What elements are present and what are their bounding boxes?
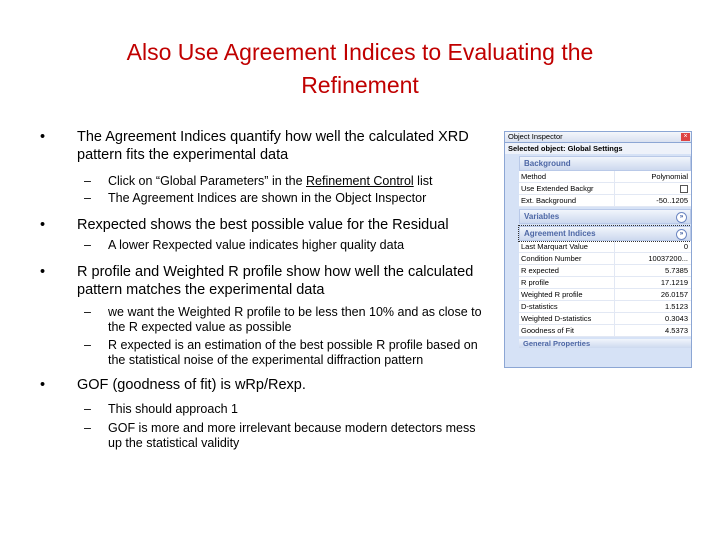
property-key: Weighted R profile	[519, 289, 615, 300]
property-value: 0.3043	[665, 314, 688, 323]
property-key: R profile	[519, 277, 615, 288]
property-value[interactable]	[615, 183, 691, 194]
sub-bullet-dash: –	[84, 305, 91, 319]
property-key: R expected	[519, 265, 615, 276]
sub-bullet-text: GOF is more and more irrelevant because modern detectors mess up the statistical validity	[108, 421, 476, 450]
group-variables-label: Variables	[524, 212, 560, 221]
property-row[interactable]	[519, 183, 691, 195]
sub-bullet-text: R expected is an estimation of the best possible R profile based on the statistical noise of the experimental diffraction pattern	[108, 338, 478, 367]
property-row[interactable]	[519, 325, 691, 337]
object-inspector-title: Object Inspector	[508, 132, 563, 141]
sub-bullet-text: The Agreement Indices are shown in the Object Inspector	[108, 191, 427, 205]
property-row[interactable]	[519, 241, 691, 253]
bullet-item	[40, 376, 492, 394]
chevron-up-icon[interactable]: »	[676, 229, 687, 240]
bullet-dot: •	[40, 129, 46, 145]
property-key: Condition Number	[519, 253, 615, 264]
slide-title-line-2: Refinement	[301, 72, 419, 98]
bullet-text: Rexpected shows the best possible value for the Residual	[77, 217, 449, 233]
bullet-text: R profile and Weighted R profile show how well the calculated pattern matches the experimental data	[77, 264, 474, 298]
property-key: Use Extended Backgr	[519, 183, 615, 194]
group-background-label: Background	[524, 159, 571, 168]
property-key: Goodness of Fit	[519, 325, 615, 336]
property-key: Method	[519, 171, 615, 182]
bullet-list	[40, 128, 492, 451]
sub-bullet-dash: –	[84, 238, 91, 252]
property-value: 5.7385	[665, 266, 688, 275]
sub-bullet-item	[40, 402, 492, 417]
property-value: 10037200...	[648, 254, 688, 263]
sub-bullet-text-end: list	[413, 174, 433, 188]
bullet-dot: •	[40, 217, 46, 233]
group-variables[interactable]	[519, 209, 691, 224]
group-background[interactable]	[519, 156, 691, 171]
sub-bullet-item	[40, 338, 492, 368]
bullet-text: The Agreement Indices quantify how well the calculated XRD pattern fits the experimental data	[77, 129, 469, 163]
property-value: 1.5123	[665, 302, 688, 311]
property-value: 4.5373	[665, 326, 688, 335]
property-value[interactable]: -50..1205	[656, 196, 688, 205]
refinement-control-link[interactable]: Refinement Control	[306, 174, 414, 188]
slide-title	[40, 36, 680, 102]
property-key: Weighted D-statistics	[519, 313, 615, 324]
sub-bullet-text: This should approach 1	[108, 402, 238, 416]
bullet-item	[40, 128, 492, 164]
sub-bullet-dash: –	[84, 174, 91, 188]
sub-bullet-dash: –	[84, 421, 91, 435]
property-row[interactable]	[519, 195, 691, 207]
checkbox-icon[interactable]	[680, 185, 688, 193]
bullet-item	[40, 216, 492, 234]
property-row[interactable]	[519, 289, 691, 301]
property-row[interactable]	[519, 301, 691, 313]
sub-bullet-dash: –	[84, 191, 91, 205]
bullet-text: GOF (goodness of fit) is wRp/Rexp.	[77, 377, 306, 393]
property-grid	[519, 156, 691, 348]
sub-bullet-text: A lower Rexpected value indicates higher quality data	[108, 238, 405, 252]
chevron-down-icon[interactable]: »	[676, 212, 687, 223]
object-inspector-panel	[504, 131, 692, 368]
sub-bullet-item	[40, 305, 492, 335]
bullet-dot: •	[40, 264, 46, 280]
property-key: Last Marquart Value	[519, 241, 615, 252]
group-agreement-indices[interactable]	[519, 226, 691, 241]
property-row[interactable]	[519, 171, 691, 183]
property-row[interactable]	[519, 313, 691, 325]
selected-object-label: Selected object: Global Settings	[505, 143, 691, 154]
bullet-dot: •	[40, 377, 46, 393]
property-key: D-statistics	[519, 301, 615, 312]
property-value: 17.1219	[660, 278, 688, 287]
sub-bullet-dash: –	[84, 402, 91, 416]
sub-bullet-text: we want the Weighted R profile to be less then 10% and as close to the R expected value as possible	[108, 305, 482, 334]
property-value: 0	[683, 242, 688, 251]
close-icon[interactable]: ×	[681, 133, 690, 141]
sub-bullet-dash: –	[84, 338, 91, 352]
slide-title-line-1: Also Use Agreement Indices to Evaluating the	[126, 39, 594, 65]
property-row[interactable]	[519, 265, 691, 277]
sub-bullet-item	[40, 174, 492, 189]
object-inspector-titlebar	[505, 132, 691, 143]
property-row[interactable]	[519, 277, 691, 289]
sub-bullet-item	[40, 191, 492, 206]
property-value: 26.0157	[660, 290, 688, 299]
group-agreement-label: Agreement Indices	[524, 229, 596, 238]
property-value[interactable]: Polynomial	[651, 172, 688, 181]
property-key: Ext. Background	[519, 195, 615, 206]
sub-bullet-text: Click on “Global Parameters” in the	[108, 174, 306, 188]
bullet-item	[40, 263, 492, 299]
group-general-properties[interactable]: General Properties	[519, 339, 691, 348]
sub-bullet-item	[40, 238, 492, 253]
property-row[interactable]	[519, 253, 691, 265]
sub-bullet-item	[40, 421, 492, 451]
